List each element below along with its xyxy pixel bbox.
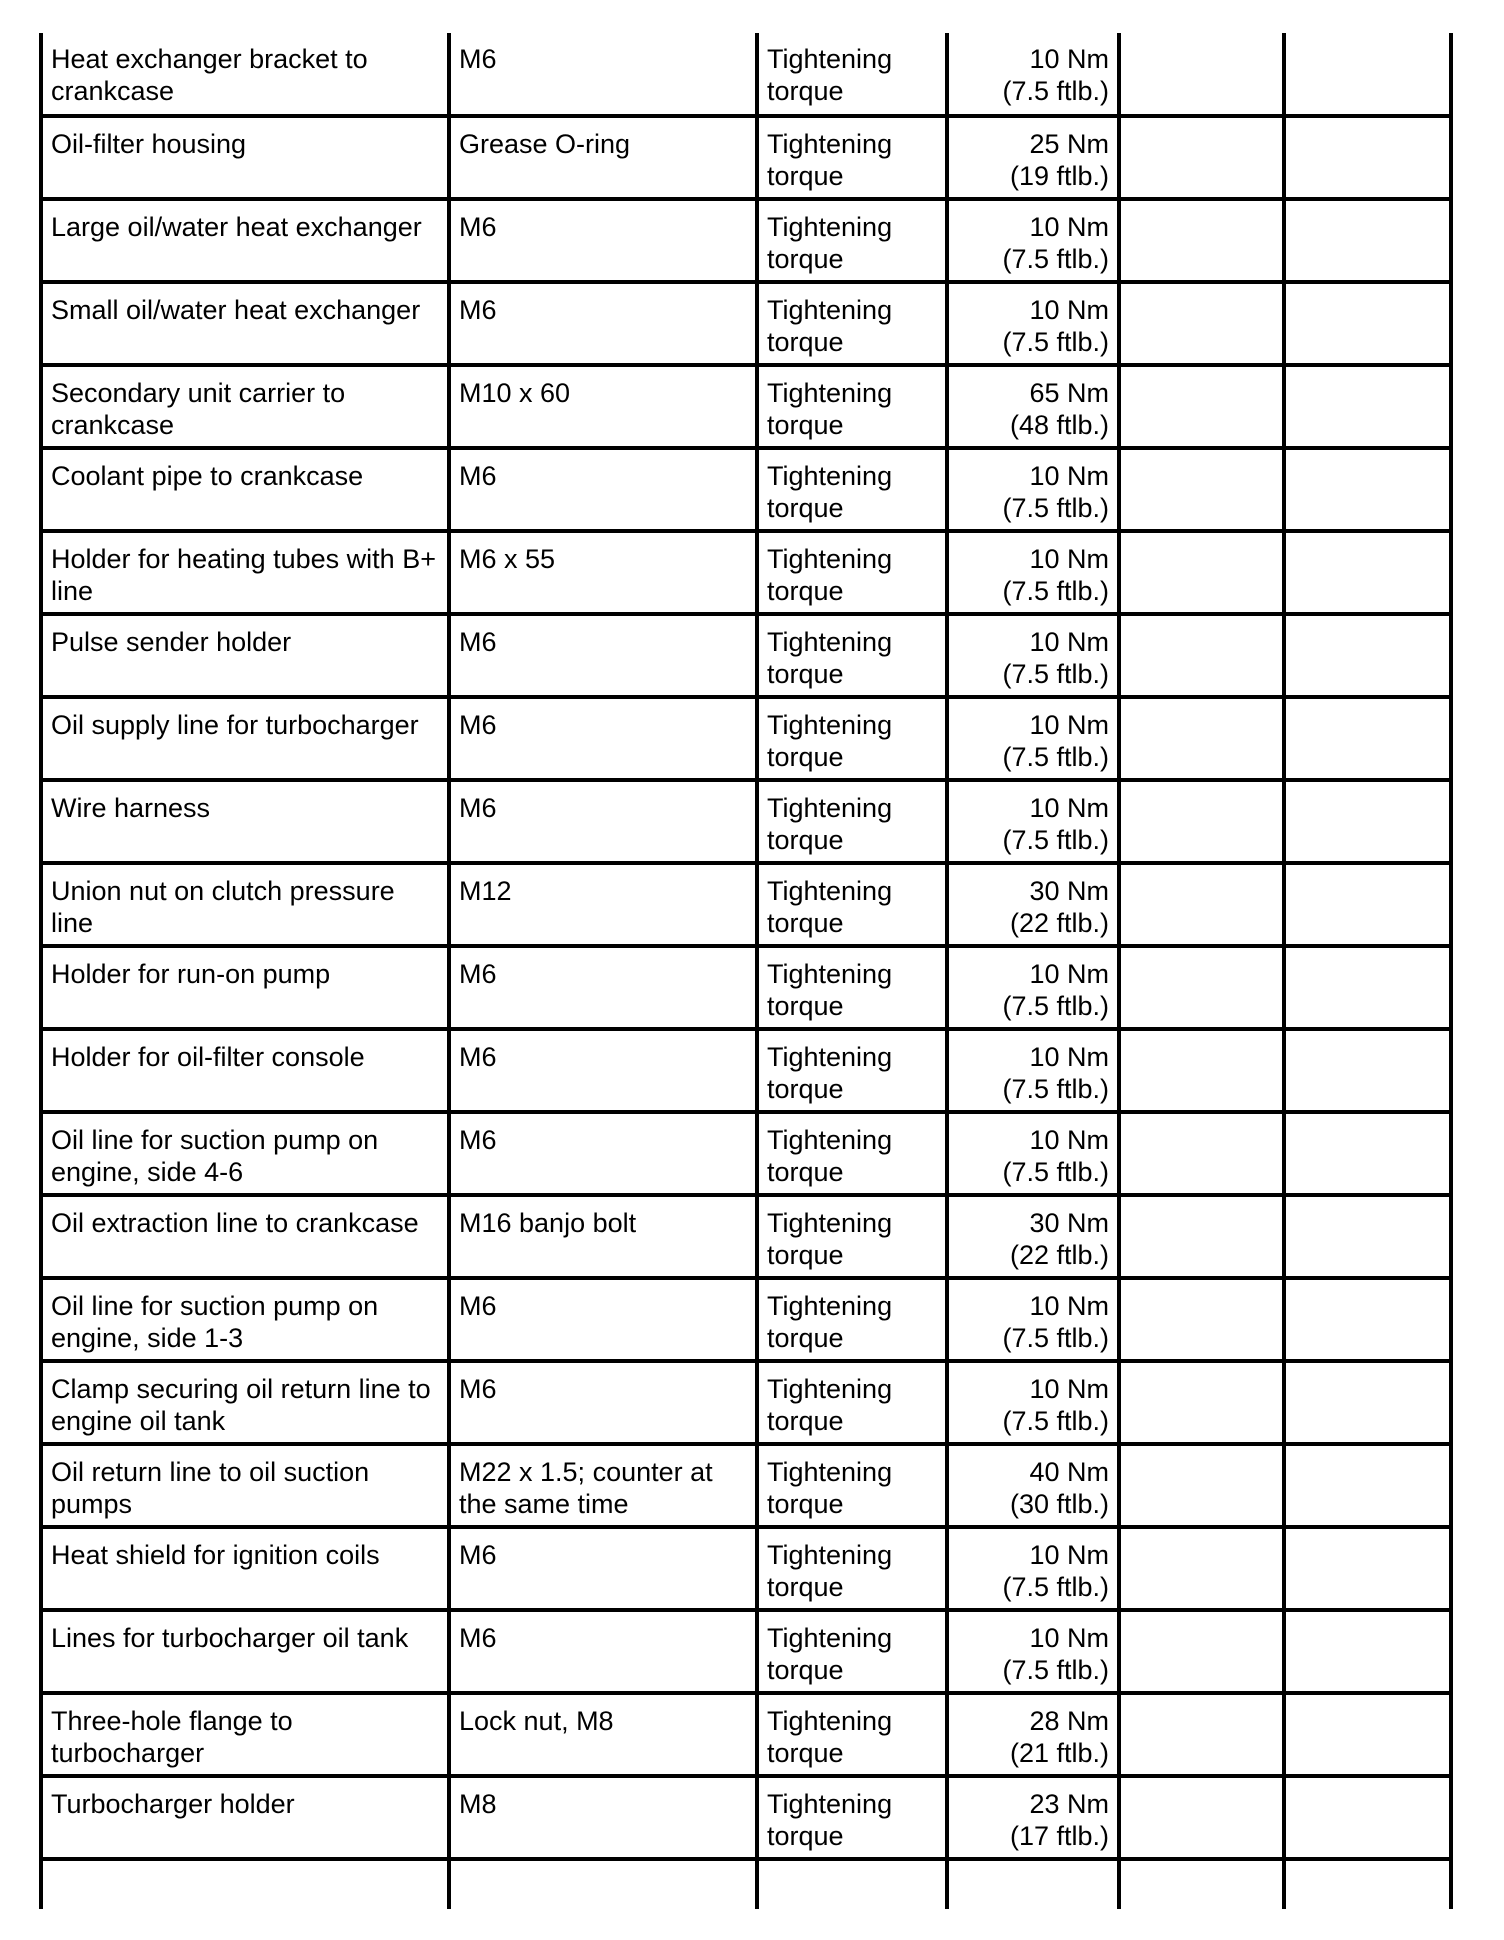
table-row	[41, 1029, 1451, 1112]
value-cell	[947, 780, 1119, 863]
value-cell	[947, 1361, 1119, 1444]
component-cell-text: Holder for oil-filter console	[51, 1042, 365, 1072]
table-row	[41, 1361, 1451, 1444]
spec-cell-text: M6	[459, 461, 497, 491]
component-cell	[41, 1444, 449, 1527]
spec-cell	[449, 1361, 757, 1444]
component-cell-text: Oil supply line for turbocharger	[51, 710, 419, 740]
component-cell-text: Holder for run-on pump	[51, 959, 331, 989]
component-cell-text: Oil extraction line to crankcase	[51, 1208, 419, 1238]
type-cell	[757, 1610, 947, 1693]
type-cell	[757, 1112, 947, 1195]
component-cell-text: Coolant pipe to crankcase	[51, 461, 364, 491]
extra-cell-2	[1284, 448, 1451, 531]
spec-cell	[449, 365, 757, 448]
type-cell	[757, 614, 947, 697]
component-cell	[41, 1361, 449, 1444]
value-nm: 23 Nm	[1029, 1789, 1109, 1819]
extra-cell-1	[1119, 1693, 1284, 1776]
value-ftlb: (48 ftlb.)	[1009, 410, 1109, 440]
value-cell	[947, 199, 1119, 282]
torque-spec-body	[41, 33, 1451, 1909]
type-cell	[757, 282, 947, 365]
extra-cell-1	[1119, 448, 1284, 531]
extra-cell-1	[1119, 531, 1284, 614]
type-cell	[757, 199, 947, 282]
table-row	[41, 282, 1451, 365]
value-cell	[947, 116, 1119, 199]
spec-cell	[449, 531, 757, 614]
spec-cell-text: M16 banjo bolt	[459, 1208, 637, 1238]
value-cell	[947, 614, 1119, 697]
value-ftlb: (7.5 ftlb.)	[1002, 991, 1109, 1021]
extra-cell-2	[1284, 1029, 1451, 1112]
type-cell	[757, 448, 947, 531]
table-row	[41, 531, 1451, 614]
type-cell-text: Tightening torque	[767, 461, 893, 523]
spec-cell-text: M10 x 60	[459, 378, 571, 408]
value-cell	[947, 1527, 1119, 1610]
extra-cell-1	[1119, 1444, 1284, 1527]
type-cell	[757, 1278, 947, 1361]
value-ftlb: (7.5 ftlb.)	[1002, 1157, 1109, 1187]
component-cell-text: Secondary unit carrier to crankcase	[51, 378, 346, 440]
type-cell	[757, 697, 947, 780]
value-cell	[947, 365, 1119, 448]
extra-cell-1	[1119, 365, 1284, 448]
value-nm: 10 Nm	[1029, 959, 1109, 989]
value-nm: 30 Nm	[1029, 876, 1109, 906]
type-cell	[757, 780, 947, 863]
spec-cell-text: Lock nut, M8	[459, 1706, 614, 1736]
extra-cell-1	[1119, 780, 1284, 863]
table-row	[41, 1693, 1451, 1776]
component-cell	[41, 1693, 449, 1776]
component-cell	[41, 1195, 449, 1278]
extra-cell-1	[1119, 1195, 1284, 1278]
type-cell-text: Tightening torque	[767, 1208, 893, 1270]
value-ftlb: (7.5 ftlb.)	[1002, 576, 1109, 606]
table-row	[41, 1610, 1451, 1693]
extra-cell-2	[1284, 365, 1451, 448]
spec-cell	[449, 780, 757, 863]
component-cell	[41, 33, 449, 116]
component-cell	[41, 1112, 449, 1195]
table-row	[41, 697, 1451, 780]
value-cell	[947, 1278, 1119, 1361]
type-cell-text: Tightening torque	[767, 1623, 893, 1685]
component-cell-text: Holder for heating tubes with B+ line	[51, 544, 436, 606]
extra-cell-1	[1119, 697, 1284, 780]
value-ftlb: (7.5 ftlb.)	[1002, 244, 1109, 274]
type-cell	[757, 863, 947, 946]
extra-cell-1	[1119, 282, 1284, 365]
component-cell	[41, 946, 449, 1029]
component-cell	[41, 531, 449, 614]
type-cell-text: Tightening torque	[767, 1042, 893, 1104]
value-ftlb: (7.5 ftlb.)	[1002, 742, 1109, 772]
component-cell	[41, 1527, 449, 1610]
type-cell-text: Tightening torque	[767, 793, 893, 855]
type-cell-text: Tightening torque	[767, 1457, 893, 1519]
type-cell-text: Tightening torque	[767, 627, 893, 689]
component-cell-text: Three-hole flange to turbocharger	[51, 1706, 293, 1768]
type-cell	[757, 1527, 947, 1610]
value-ftlb: (7.5 ftlb.)	[1002, 1572, 1109, 1602]
value-ftlb: (7.5 ftlb.)	[1002, 327, 1109, 357]
component-cell-text: Small oil/water heat exchanger	[51, 295, 421, 325]
table-row	[41, 1278, 1451, 1361]
extra-cell-1	[1119, 1029, 1284, 1112]
spec-cell-text: M6	[459, 1623, 497, 1653]
type-cell	[757, 1444, 947, 1527]
spec-cell-text: M8	[459, 1789, 497, 1819]
type-cell	[757, 1693, 947, 1776]
component-cell-text: Pulse sender holder	[51, 627, 292, 657]
blank-cell	[1284, 1859, 1451, 1909]
component-cell	[41, 780, 449, 863]
type-cell-text: Tightening torque	[767, 544, 893, 606]
value-nm: 10 Nm	[1029, 1540, 1109, 1570]
component-cell	[41, 116, 449, 199]
component-cell-text: Turbocharger holder	[51, 1789, 295, 1819]
extra-cell-1	[1119, 946, 1284, 1029]
extra-cell-2	[1284, 863, 1451, 946]
spec-cell-text: M6	[459, 959, 497, 989]
value-ftlb: (7.5 ftlb.)	[1002, 493, 1109, 523]
component-cell-text: Union nut on clutch pressure line	[51, 876, 395, 938]
blank-cell	[1119, 1859, 1284, 1909]
blank-cell	[947, 1859, 1119, 1909]
extra-cell-1	[1119, 1776, 1284, 1859]
value-ftlb: (7.5 ftlb.)	[1002, 659, 1109, 689]
spec-cell	[449, 697, 757, 780]
value-nm: 65 Nm	[1029, 378, 1109, 408]
spec-cell	[449, 1278, 757, 1361]
extra-cell-2	[1284, 1693, 1451, 1776]
spec-cell	[449, 33, 757, 116]
type-cell	[757, 946, 947, 1029]
spec-cell-text: Grease O-ring	[459, 129, 631, 159]
extra-cell-1	[1119, 1527, 1284, 1610]
component-cell	[41, 365, 449, 448]
extra-cell-2	[1284, 1444, 1451, 1527]
component-cell	[41, 614, 449, 697]
extra-cell-2	[1284, 1776, 1451, 1859]
spec-cell	[449, 448, 757, 531]
value-cell	[947, 531, 1119, 614]
component-cell-text: Oil line for suction pump on engine, side 4-6	[51, 1125, 379, 1187]
spec-cell-text: M6	[459, 627, 497, 657]
spec-cell	[449, 614, 757, 697]
value-ftlb: (17 ftlb.)	[1009, 1821, 1109, 1851]
value-nm: 10 Nm	[1029, 295, 1109, 325]
type-cell-text: Tightening torque	[767, 295, 893, 357]
table-row	[41, 199, 1451, 282]
spec-cell	[449, 1693, 757, 1776]
spec-cell	[449, 1195, 757, 1278]
spec-cell-text: M12	[459, 876, 512, 906]
value-nm: 40 Nm	[1029, 1457, 1109, 1487]
spec-cell	[449, 1112, 757, 1195]
value-cell	[947, 1444, 1119, 1527]
type-cell	[757, 1195, 947, 1278]
value-cell	[947, 697, 1119, 780]
value-ftlb: (7.5 ftlb.)	[1002, 825, 1109, 855]
value-ftlb: (21 ftlb.)	[1009, 1738, 1109, 1768]
type-cell	[757, 531, 947, 614]
value-cell	[947, 1195, 1119, 1278]
extra-cell-1	[1119, 614, 1284, 697]
value-nm: 10 Nm	[1029, 627, 1109, 657]
table-row	[41, 1444, 1451, 1527]
value-ftlb: (7.5 ftlb.)	[1002, 76, 1109, 106]
type-cell-text: Tightening torque	[767, 876, 893, 938]
value-nm: 28 Nm	[1029, 1706, 1109, 1736]
component-cell	[41, 1610, 449, 1693]
value-nm: 10 Nm	[1029, 44, 1109, 74]
type-cell-text: Tightening torque	[767, 1125, 893, 1187]
spec-cell-text: M6	[459, 44, 497, 74]
spec-cell	[449, 1029, 757, 1112]
component-cell	[41, 1029, 449, 1112]
extra-cell-2	[1284, 1112, 1451, 1195]
type-cell-text: Tightening torque	[767, 212, 893, 274]
extra-cell-2	[1284, 33, 1451, 116]
type-cell	[757, 1361, 947, 1444]
type-cell-text: Tightening torque	[767, 1374, 893, 1436]
value-ftlb: (22 ftlb.)	[1009, 908, 1109, 938]
spec-cell-text: M6	[459, 1291, 497, 1321]
value-nm: 10 Nm	[1029, 1291, 1109, 1321]
extra-cell-2	[1284, 1361, 1451, 1444]
extra-cell-2	[1284, 116, 1451, 199]
value-nm: 10 Nm	[1029, 461, 1109, 491]
value-ftlb: (7.5 ftlb.)	[1002, 1406, 1109, 1436]
table-row	[41, 614, 1451, 697]
value-ftlb: (22 ftlb.)	[1009, 1240, 1109, 1270]
table-row	[41, 1112, 1451, 1195]
extra-cell-1	[1119, 1361, 1284, 1444]
spec-cell	[449, 1776, 757, 1859]
value-nm: 10 Nm	[1029, 793, 1109, 823]
blank-cell	[449, 1859, 757, 1909]
value-ftlb: (19 ftlb.)	[1009, 161, 1109, 191]
table-row	[41, 1776, 1451, 1859]
table-row	[41, 780, 1451, 863]
component-cell	[41, 1776, 449, 1859]
value-cell	[947, 863, 1119, 946]
table-row	[41, 1195, 1451, 1278]
value-cell	[947, 33, 1119, 116]
type-cell-text: Tightening torque	[767, 1789, 893, 1851]
table-row	[41, 863, 1451, 946]
type-cell-text: Tightening torque	[767, 129, 893, 191]
type-cell-text: Tightening torque	[767, 959, 893, 1021]
component-cell-text: Wire harness	[51, 793, 211, 823]
type-cell	[757, 116, 947, 199]
value-ftlb: (30 ftlb.)	[1009, 1489, 1109, 1519]
component-cell-text: Clamp securing oil return line to engine oil tank	[51, 1374, 431, 1436]
spec-cell-text: M6	[459, 1042, 497, 1072]
spec-cell-text: M6 x 55	[459, 544, 556, 574]
component-cell	[41, 282, 449, 365]
value-nm: 10 Nm	[1029, 544, 1109, 574]
extra-cell-1	[1119, 863, 1284, 946]
value-cell	[947, 1112, 1119, 1195]
component-cell	[41, 199, 449, 282]
component-cell-text: Heat shield for ignition coils	[51, 1540, 380, 1570]
spec-cell-text: M22 x 1.5; counter at the same time	[459, 1457, 713, 1519]
extra-cell-2	[1284, 531, 1451, 614]
value-nm: 10 Nm	[1029, 710, 1109, 740]
value-ftlb: (7.5 ftlb.)	[1002, 1655, 1109, 1685]
blank-cell	[41, 1859, 449, 1909]
extra-cell-1	[1119, 116, 1284, 199]
value-cell	[947, 1776, 1119, 1859]
value-cell	[947, 1029, 1119, 1112]
value-nm: 30 Nm	[1029, 1208, 1109, 1238]
extra-cell-2	[1284, 697, 1451, 780]
type-cell-text: Tightening torque	[767, 1291, 893, 1353]
table-row	[41, 33, 1451, 116]
component-cell-text: Oil return line to oil suction pumps	[51, 1457, 370, 1519]
type-cell	[757, 33, 947, 116]
value-ftlb: (7.5 ftlb.)	[1002, 1323, 1109, 1353]
component-cell	[41, 1278, 449, 1361]
value-cell	[947, 946, 1119, 1029]
blank-row	[41, 1859, 1451, 1909]
extra-cell-2	[1284, 282, 1451, 365]
value-cell	[947, 448, 1119, 531]
table-row	[41, 1527, 1451, 1610]
spec-cell-text: M6	[459, 1125, 497, 1155]
value-nm: 10 Nm	[1029, 1042, 1109, 1072]
spec-cell	[449, 1610, 757, 1693]
table-row	[41, 946, 1451, 1029]
type-cell	[757, 1029, 947, 1112]
extra-cell-2	[1284, 199, 1451, 282]
component-cell-text: Large oil/water heat exchanger	[51, 212, 422, 242]
component-cell	[41, 448, 449, 531]
type-cell-text: Tightening torque	[767, 378, 893, 440]
spec-cell	[449, 1444, 757, 1527]
spec-cell-text: M6	[459, 1540, 497, 1570]
table-row	[41, 448, 1451, 531]
extra-cell-1	[1119, 1278, 1284, 1361]
type-cell	[757, 365, 947, 448]
spec-cell	[449, 116, 757, 199]
value-nm: 10 Nm	[1029, 1623, 1109, 1653]
value-nm: 10 Nm	[1029, 1125, 1109, 1155]
type-cell	[757, 1776, 947, 1859]
spec-cell-text: M6	[459, 793, 497, 823]
extra-cell-2	[1284, 1610, 1451, 1693]
component-cell-text: Oil line for suction pump on engine, side 1-3	[51, 1291, 379, 1353]
torque-spec-table	[39, 33, 1453, 1909]
type-cell-text: Tightening torque	[767, 1706, 893, 1768]
component-cell-text: Heat exchanger bracket to crankcase	[51, 44, 368, 106]
value-cell	[947, 1610, 1119, 1693]
spec-cell-text: M6	[459, 212, 497, 242]
extra-cell-1	[1119, 33, 1284, 116]
extra-cell-2	[1284, 614, 1451, 697]
extra-cell-2	[1284, 1195, 1451, 1278]
spec-cell	[449, 1527, 757, 1610]
type-cell-text: Tightening torque	[767, 44, 893, 106]
spec-cell-text: M6	[459, 1374, 497, 1404]
table-row	[41, 365, 1451, 448]
spec-cell-text: M6	[459, 710, 497, 740]
value-cell	[947, 1693, 1119, 1776]
value-nm: 10 Nm	[1029, 212, 1109, 242]
value-ftlb: (7.5 ftlb.)	[1002, 1074, 1109, 1104]
type-cell-text: Tightening torque	[767, 1540, 893, 1602]
component-cell-text: Oil-filter housing	[51, 129, 247, 159]
component-cell	[41, 863, 449, 946]
extra-cell-2	[1284, 1527, 1451, 1610]
extra-cell-2	[1284, 1278, 1451, 1361]
extra-cell-2	[1284, 946, 1451, 1029]
spec-cell	[449, 282, 757, 365]
component-cell-text: Lines for turbocharger oil tank	[51, 1623, 409, 1653]
spec-cell	[449, 863, 757, 946]
extra-cell-1	[1119, 1610, 1284, 1693]
type-cell-text: Tightening torque	[767, 710, 893, 772]
extra-cell-1	[1119, 1112, 1284, 1195]
spec-cell	[449, 946, 757, 1029]
spec-cell	[449, 199, 757, 282]
component-cell	[41, 697, 449, 780]
table-row	[41, 116, 1451, 199]
spec-cell-text: M6	[459, 295, 497, 325]
blank-cell	[757, 1859, 947, 1909]
value-nm: 10 Nm	[1029, 1374, 1109, 1404]
value-nm: 25 Nm	[1029, 129, 1109, 159]
extra-cell-2	[1284, 780, 1451, 863]
extra-cell-1	[1119, 199, 1284, 282]
value-cell	[947, 282, 1119, 365]
